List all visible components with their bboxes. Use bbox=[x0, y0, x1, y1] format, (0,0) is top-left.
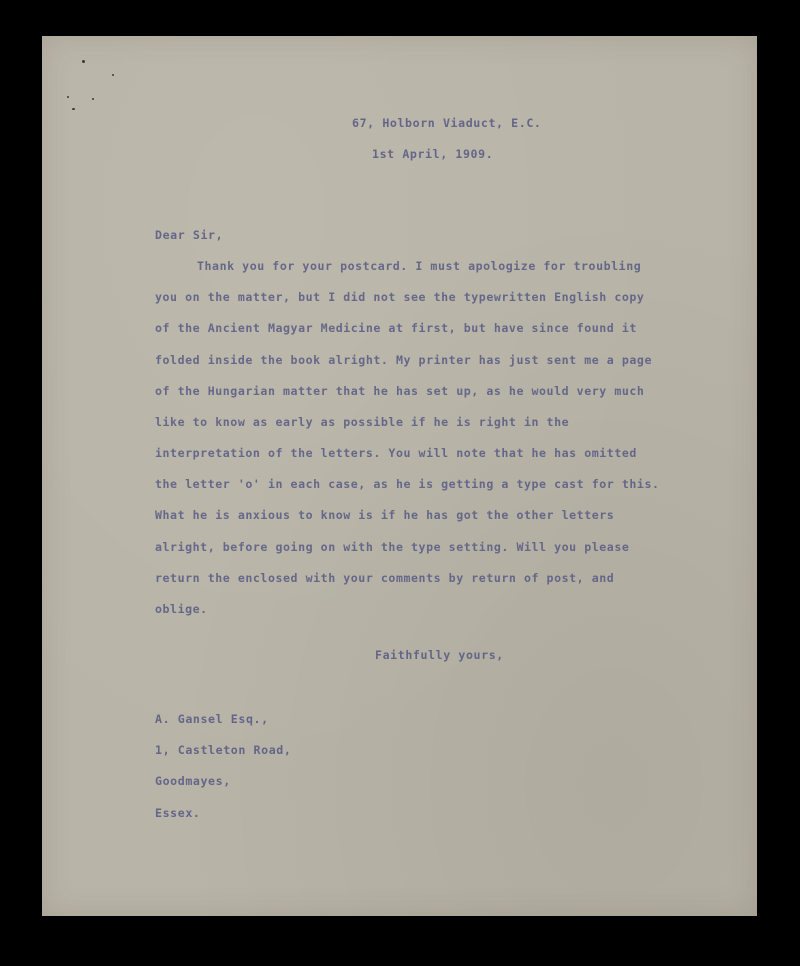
recipient-line: 1, Castleton Road, bbox=[155, 743, 292, 757]
body-line: oblige. bbox=[155, 602, 208, 616]
body-line: Thank you for your postcard. I must apologize for troubling bbox=[197, 259, 642, 273]
body-line: return the enclosed with your comments by return of post, and bbox=[155, 571, 615, 585]
body-line: like to know as early as possible if he is right in the bbox=[155, 415, 570, 429]
paper-speck bbox=[112, 74, 114, 76]
body-line: of the Hungarian matter that he has set up, as he would very much bbox=[155, 384, 645, 398]
body-line: the letter 'o' in each case, as he is getting a type cast for this. bbox=[155, 477, 660, 491]
body-line: What he is anxious to know is if he has got the other letters bbox=[155, 508, 615, 522]
letter-sheet bbox=[42, 36, 757, 916]
paper-speck bbox=[92, 98, 94, 100]
body-line: interpretation of the letters. You will note that he has omitted bbox=[155, 446, 637, 460]
letter-date: 1st April, 1909. bbox=[372, 147, 494, 161]
sender-address: 67, Holborn Viaduct, E.C. bbox=[352, 116, 542, 130]
recipient-line: Essex. bbox=[155, 806, 201, 820]
paper-speck bbox=[82, 60, 85, 63]
recipient-line: Goodmayes, bbox=[155, 774, 231, 788]
recipient-line: A. Gansel Esq., bbox=[155, 712, 269, 726]
paper-speck bbox=[67, 96, 69, 98]
body-line: folded inside the book alright. My printer has just sent me a page bbox=[155, 353, 652, 367]
body-line: you on the matter, but I did not see the typewritten English copy bbox=[155, 290, 645, 304]
closing: Faithfully yours, bbox=[375, 648, 504, 662]
body-line: alright, before going on with the type setting. Will you please bbox=[155, 540, 630, 554]
paper-speck bbox=[72, 108, 75, 110]
body-line: of the Ancient Magyar Medicine at first, but have since found it bbox=[155, 321, 637, 335]
salutation: Dear Sir, bbox=[155, 228, 224, 242]
